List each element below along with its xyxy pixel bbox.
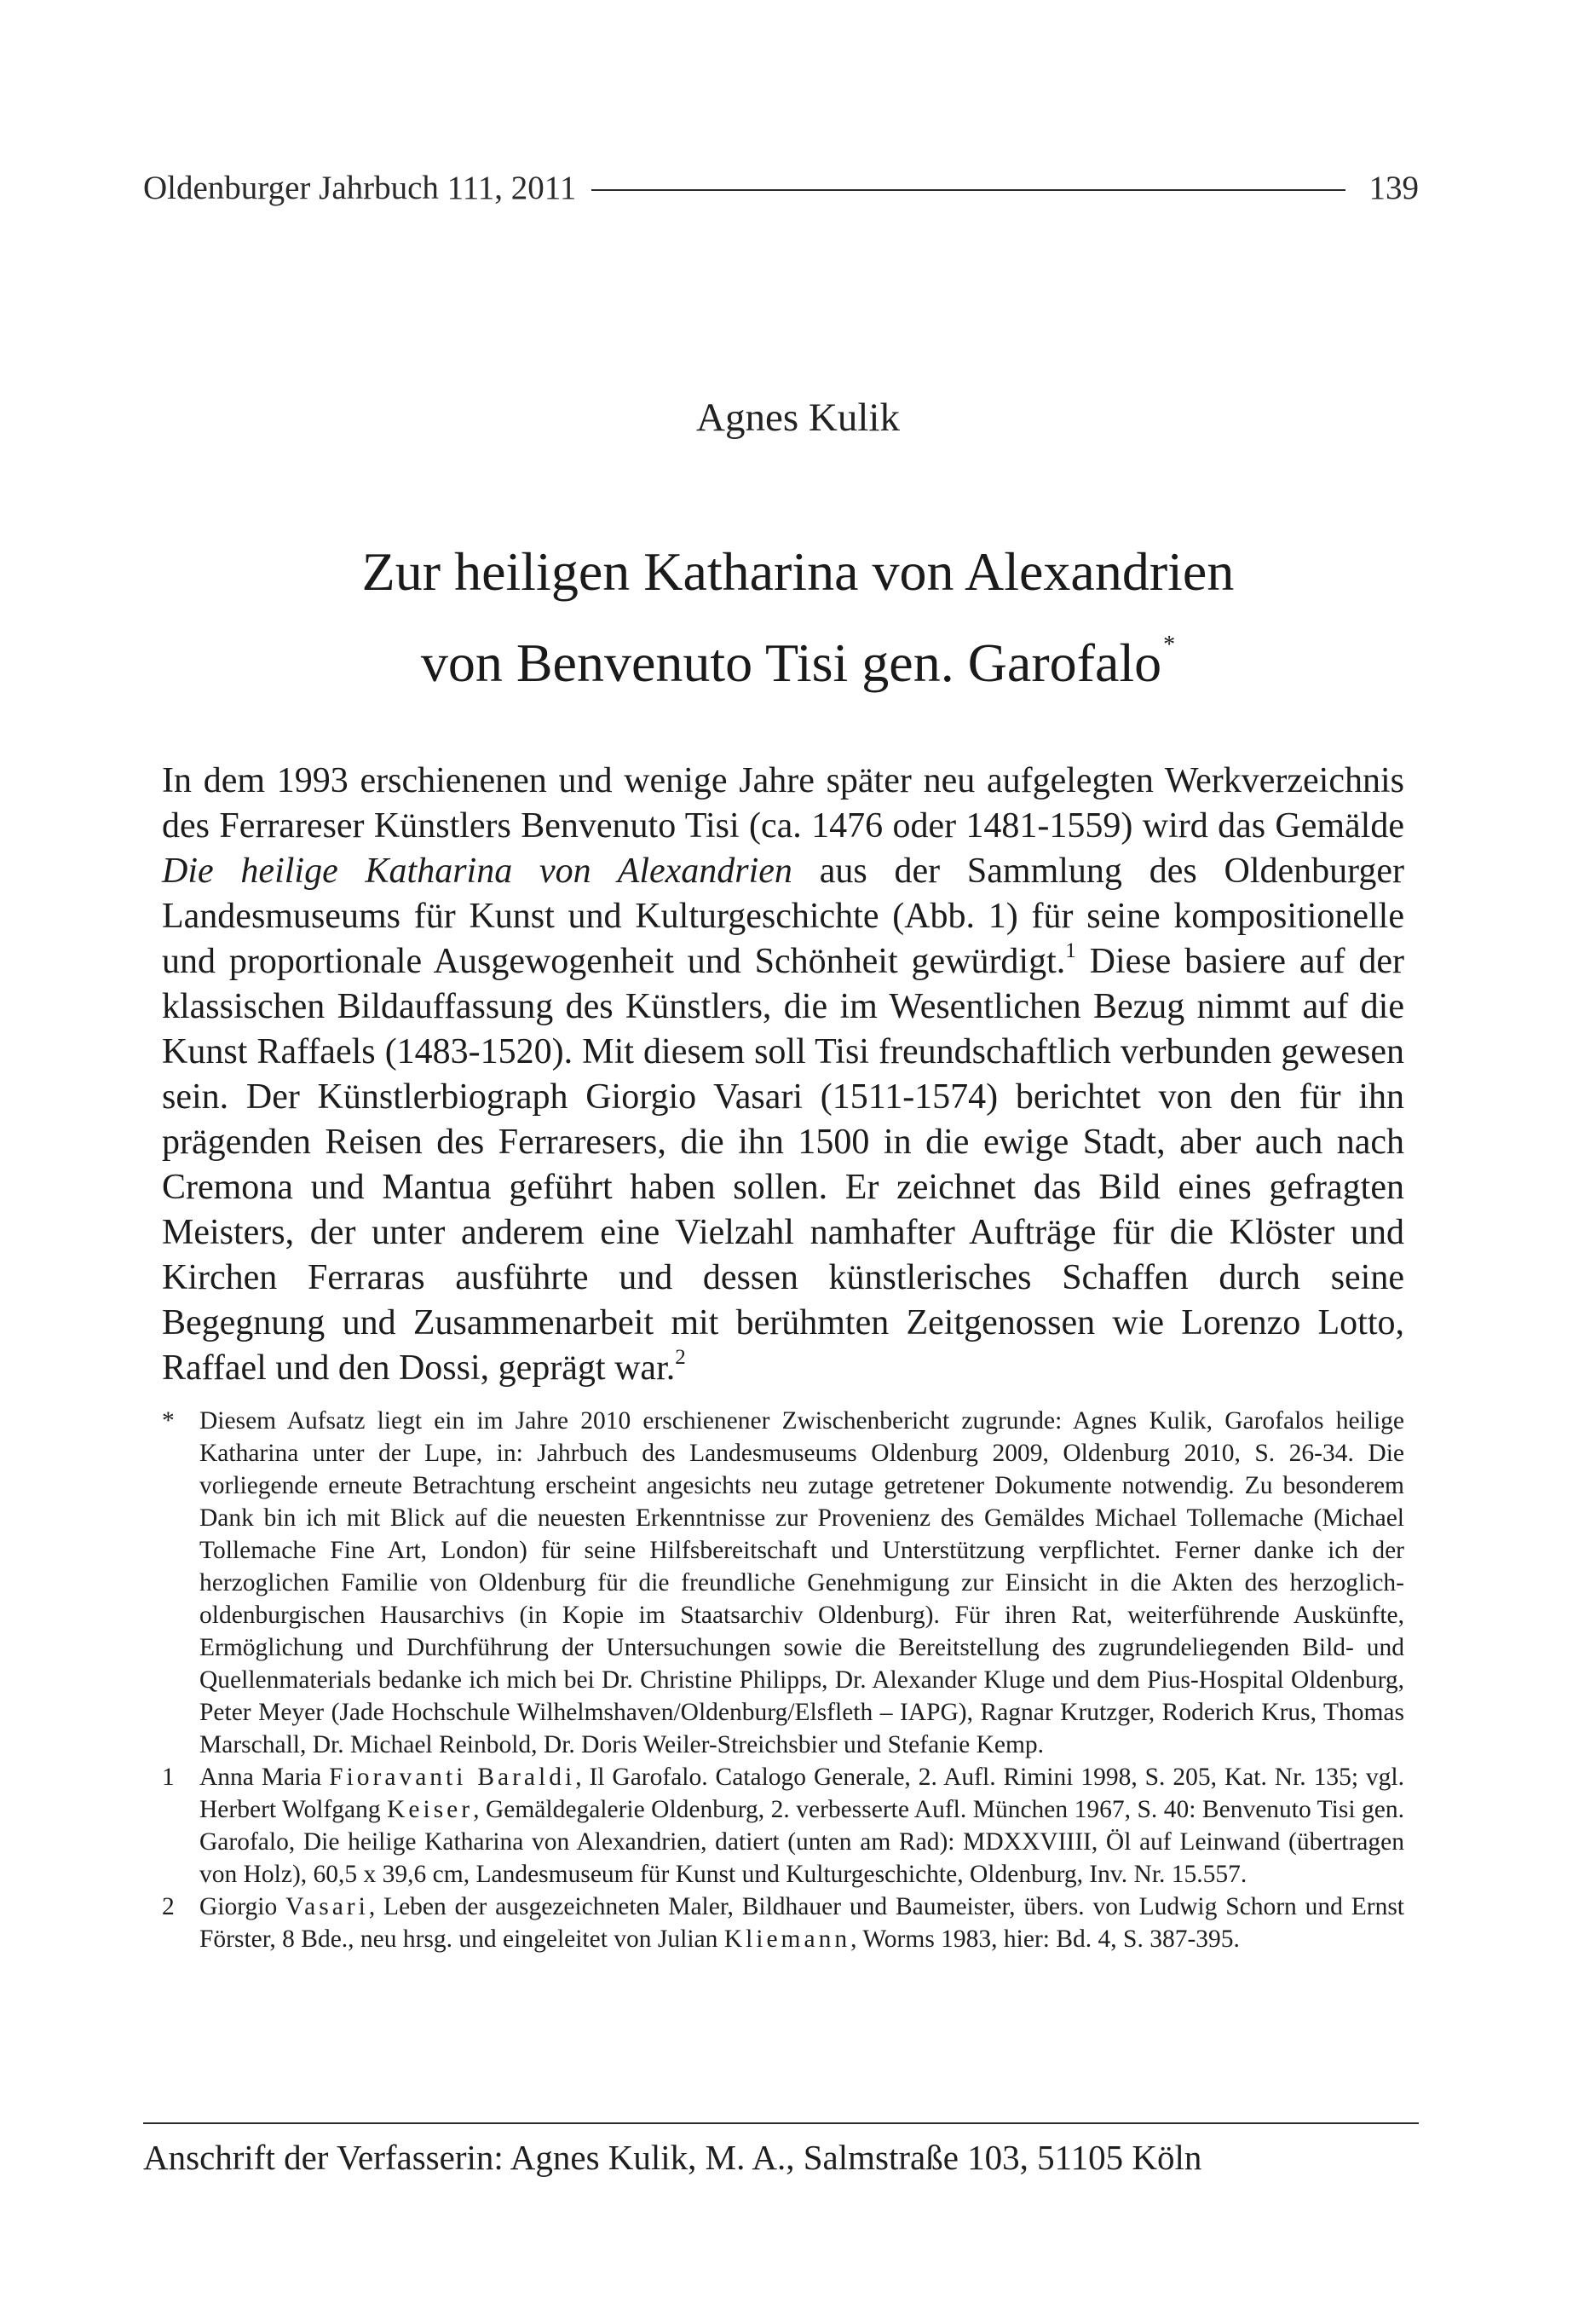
article-title <box>0 535 1596 700</box>
footer-rule <box>143 2122 1419 2124</box>
footnote-2-author-2: Kliemann <box>723 1926 851 1953</box>
footnote-star <box>162 1405 1404 1761</box>
footnotes <box>162 1405 1404 1955</box>
journal-title: Oldenburger Jahrbuch 111, 2011 <box>143 170 577 206</box>
footnote-ref-2[interactable]: 2 <box>675 1346 686 1369</box>
body-paragraph <box>162 759 1404 1391</box>
header-rule <box>591 189 1345 191</box>
title-line-2-text: von Benvenuto Tisi gen. Garofalo <box>420 632 1162 693</box>
author-address: Anschrift der Verfasserin: Agnes Kulik, M. A., Salmstraße 103, 51105 Köln <box>143 2138 1202 2177</box>
painting-title: Die heilige Katharina von Alexandrien <box>162 852 792 891</box>
footnote-star-mark: * <box>162 1407 175 1435</box>
footnote-1-text-c: , Gemäldegalerie Oldenburg, 2. verbesserte Aufl. München 1967, S. 40: Benvenuto Tisi gen. Garofalo, Die heilige Katharina von Alexandrien, datiert (unten am Rad): MDXXVIIII, Öl auf Leinwand (übertragen von Holz), 60,5 x 39,6 cm, Landesmuseum für Kunst und Kulturgeschichte, Oldenburg, Inv. Nr. 15.557. <box>199 1796 1404 1888</box>
running-head <box>143 169 1419 208</box>
footnote-2-number: 2 <box>162 1893 175 1920</box>
footnote-1-text-b: , Il Garofalo. Catalogo Generale, 2. Aufl. Rimini 1998, S. 205, Kat. Nr. 135; vgl. Herbert Wolfgang <box>199 1764 1404 1823</box>
footnote-2-author-1: Vasari <box>285 1893 369 1920</box>
article-author: Agnes Kulik <box>696 395 900 440</box>
title-footnote-mark[interactable]: * <box>1163 632 1176 658</box>
footnote-1-text-a: Anna Maria <box>199 1764 330 1791</box>
footnote-1 <box>162 1761 1404 1891</box>
title-line-2 <box>0 609 1596 700</box>
footnote-2-text-c: , Worms 1983, hier: Bd. 4, S. 387-395. <box>850 1926 1240 1953</box>
footnote-ref-1[interactable]: 1 <box>1065 939 1076 962</box>
title-line-1: Zur heiligen Katharina von Alexandrien <box>361 541 1235 602</box>
footnote-2-text-b: , Leben der ausgezeichneten Maler, Bildhauer und Baumeister, übers. von Ludwig Schorn und Ernst Förster, 8 Bde., neu hrsg. und eingeleitet von Julian <box>199 1893 1404 1953</box>
footnote-star-text: Diesem Aufsatz liegt ein im Jahre 2010 erschienener Zwischenbericht zugrunde: Agnes Kulik, Garofalos heilige Katharina unter der Lupe, in: Jahrbuch des Landesmuseums Oldenburg 2009, Oldenburg 2010, S. 26-34. Die vorliegende erneute Betrachtung erscheint angesichts neu zutage getretener Dokumente notwendig. Zu besonderem Dank bin ich mit Blick auf die neuesten Erkenntnisse zur Provenienz des Gemäldes Michael Tollemache (Michael Tollemache Fine Art, London) für seine Hilfsbereitschaft und Unterstützung verpflichtet. Ferner danke ich der herzoglichen Familie von Oldenburg für die freundliche Genehmigung zur Einsicht in die Akten des herzoglich-oldenburgischen Hausarchivs (in Kopie im Staatsarchiv Oldenburg). Für ihren Rat, weiterführende Auskünfte, Ermöglichung und Durchführung der Untersuchungen sowie die Bereitstellung des zugrundeliegenden Bild- und Quellenmaterials bedanke ich mich bei Dr. Christine Philipps, Dr. Alexander Kluge und dem Pius-Hospital Oldenburg, Peter Meyer (Jade Hochschule Wilhelmshaven/Oldenburg/Elsfleth – IAPG), Ragnar Krutzger, Roderich Krus, Thomas Marschall, Dr. Michael Reinbold, Dr. Doris Weiler-Streichsbier und Stefanie Kemp. <box>199 1407 1404 1758</box>
body-text-part-3: Diese basiere auf der klassischen Bildauffassung des Künstlers, die im Wesentlichen Bezug nimmt auf die Kunst Raffaels (1483-1520). Mit diesem soll Tisi freundschaftlich verbunden gewesen sein. Der Künstlerbiograph Giorgio Vasari (1511-1574) berichtet von den für ihn prägenden Reisen des Ferraresers, die ihn 1500 in die ewige Stadt, aber auch nach Cremona und Mantua geführt haben sollen. Er zeichnet das Bild eines gefragten Meisters, der unter anderem eine Vielzahl namhafter Aufträge für die Klöster und Kirchen Ferraras ausführte und dessen künstlerisches Schaffen durch seine Begegnung und Zusammenarbeit mit berühmten Zeitgenossen wie Lorenzo Lotto, Raffael und den Dossi, geprägt war. <box>162 942 1404 1388</box>
footnote-1-author-2: Keiser <box>387 1796 474 1823</box>
body-text-part-1: In dem 1993 erschienenen und wenige Jahre später neu aufgelegten Werkverzeichnis des Ferrareser Künstlers Benvenuto Tisi (ca. 1476 oder 1481-1559) wird das Gemälde <box>162 761 1404 846</box>
footnote-1-number: 1 <box>162 1764 175 1791</box>
body-text-part-2: aus der Sammlung des Oldenburger Landesmuseums für Kunst und Kulturgeschichte (Abb. 1) für seine kompositionelle und proportionale Ausgewogenheit und Schönheit gewürdigt. <box>162 852 1404 981</box>
page-number: 139 <box>1368 170 1419 206</box>
footnote-2-text-a: Giorgio <box>199 1893 286 1920</box>
footnote-1-author-1: Fioravanti Baraldi <box>329 1764 576 1791</box>
footnote-2 <box>162 1891 1404 1955</box>
